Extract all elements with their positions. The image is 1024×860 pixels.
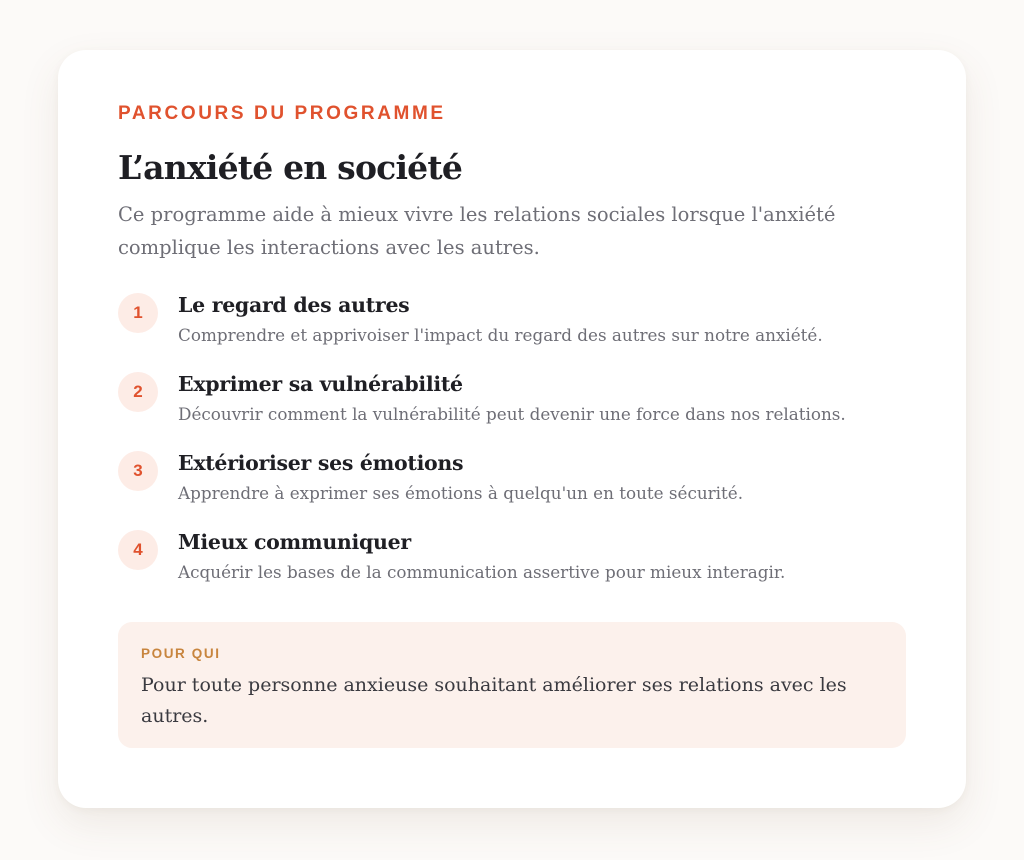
step-description: Comprendre et apprivoiser l'impact du regard des autres sur notre anxiété. <box>178 325 823 345</box>
steps-list <box>118 293 906 609</box>
audience-text: Pour toute personne anxieuse souhaitant améliorer ses relations avec les autres. <box>141 674 847 727</box>
step-description: Découvrir comment la vulnérabilité peut devenir une force dans nos relations. <box>178 404 846 424</box>
program-intro: Ce programme aide à mieux vivre les relations sociales lorsque l'anxiété complique les interactions avec les autres. <box>118 203 836 259</box>
step-description: Acquérir les bases de la communication assertive pour mieux interagir. <box>178 562 786 582</box>
step-body <box>178 372 846 428</box>
program-eyebrow: PARCOURS DU PROGRAMME <box>118 103 446 124</box>
step-body <box>178 530 785 586</box>
audience-label: POUR QUI <box>141 646 221 661</box>
step-title: Exprimer sa vulnérabilité <box>178 372 463 396</box>
step-body <box>178 451 743 507</box>
program-card <box>58 50 966 808</box>
step-number-badge: 4 <box>118 530 158 570</box>
step-title: Extérioriser ses émotions <box>178 451 464 475</box>
step-item-3 <box>118 451 906 530</box>
step-number-badge: 3 <box>118 451 158 491</box>
audience-box <box>118 622 906 748</box>
step-description: Apprendre à exprimer ses émotions à quelqu'un en toute sécurité. <box>178 483 744 503</box>
program-title: L’anxiété en société <box>118 148 463 187</box>
step-title: Le regard des autres <box>178 293 410 317</box>
step-item-4 <box>118 530 906 609</box>
step-number-badge: 1 <box>118 293 158 333</box>
step-title: Mieux communiquer <box>178 530 411 554</box>
step-number-badge: 2 <box>118 372 158 412</box>
step-item-1 <box>118 293 906 372</box>
step-item-2 <box>118 372 906 451</box>
step-body <box>178 293 823 349</box>
